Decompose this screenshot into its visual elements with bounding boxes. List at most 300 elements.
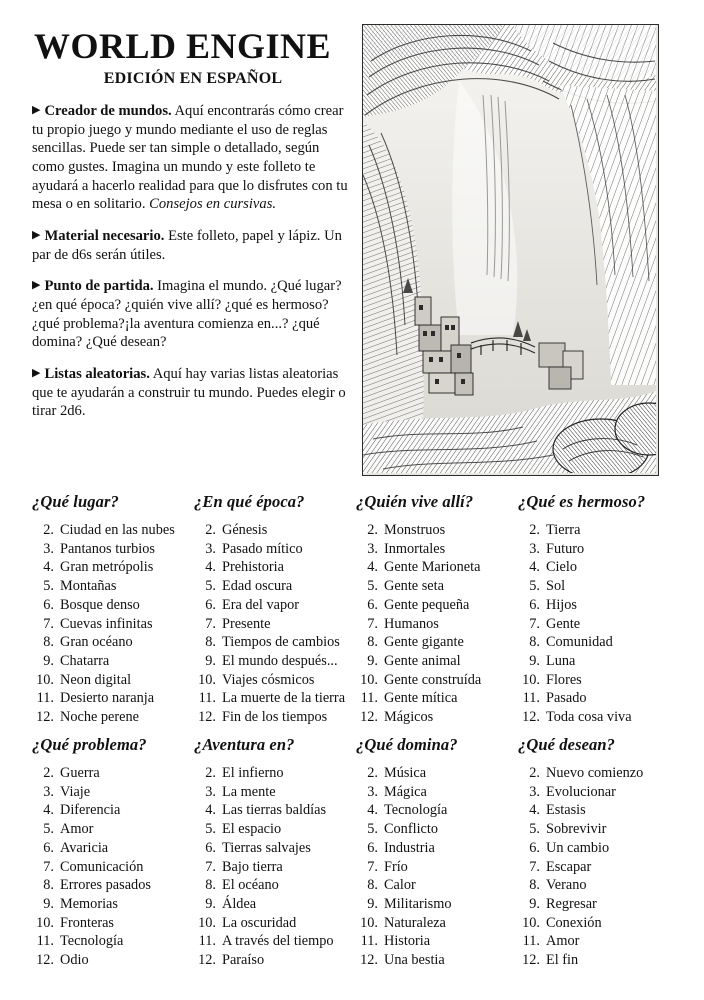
item-label: Tierras salvajes [222,839,311,856]
list-item [518,820,678,839]
table-list [32,521,192,727]
list-item [194,876,354,895]
table-en-que-epoca [194,490,354,727]
table-list [356,764,516,970]
item-label: Luna [546,653,576,670]
item-number: 2. [367,522,378,538]
item-number: 8. [205,877,216,894]
item-number: 3. [367,540,378,557]
item-number: 12. [360,709,378,726]
item-number: 4. [529,559,540,576]
item-label: Cuevas infinitas [60,615,153,632]
item-label: Guerra [60,764,100,781]
item-label: Industria [384,839,435,856]
item-number: 3. [529,783,540,800]
canyon-city-illustration [362,24,659,476]
item-number: 10. [36,671,54,688]
item-label: Montañas [60,578,117,595]
item-number: 4. [205,559,216,576]
item-number: 9. [529,895,540,912]
item-number: 4. [367,802,378,819]
item-number: 4. [43,802,54,819]
item-label: Regresar [546,895,597,912]
item-number: 8. [367,877,378,894]
list-item [356,652,516,671]
item-number: 11. [36,690,54,707]
list-item [356,596,516,615]
item-number: 11. [360,690,378,707]
item-number: 5. [367,821,378,838]
item-number: 3. [205,540,216,557]
table-list [518,764,678,970]
item-number: 3. [43,783,54,800]
item-number: 2. [529,522,540,538]
table-que-domina [356,733,516,970]
item-number: 11. [198,933,216,950]
item-label: Estasis [546,802,586,819]
item-label: Memorias [60,895,118,912]
item-number: 5. [367,578,378,595]
list-item [194,783,354,802]
item-number: 5. [529,578,540,595]
item-number: 2. [43,522,54,538]
item-label: Viajes cósmicos [222,671,315,688]
list-item [518,914,678,933]
item-label: Pasado mítico [222,540,303,557]
list-item [356,839,516,858]
item-label: Gran océano [60,634,133,651]
item-label: Gente Marioneta [384,559,481,576]
item-number: 6. [43,596,54,613]
item-label: Amor [60,821,94,838]
list-item [518,652,678,671]
list-item [356,876,516,895]
list-item [518,801,678,820]
intro-lead-3: Listas aleatorias. [44,366,150,383]
item-number: 10. [522,914,540,931]
item-label: Humanos [384,615,439,632]
item-label: Gente construída [384,671,482,688]
item-number: 9. [205,653,216,670]
item-number: 7. [529,615,540,632]
item-label: Inmortales [384,540,446,557]
list-item [356,764,516,783]
table-title: ¿Qué es hermoso? [518,492,646,511]
list-item [32,783,192,802]
item-number: 10. [36,914,54,931]
list-item [194,801,354,820]
item-number: 4. [367,559,378,576]
table-title: ¿Aventura en? [194,734,295,754]
item-label: La oscuridad [222,914,297,931]
item-number: 5. [205,821,216,838]
table-list [356,521,516,727]
item-number: 5. [205,578,216,595]
item-number: 11. [36,933,54,950]
list-item [356,671,516,690]
intro-block-0 [32,102,354,214]
intro-body-2: Imagina el mundo. ¿Qué lugar? ¿en qué época? ¿quién vive allí? ¿qué es hermoso? ¿qué problema?¡la aventura comienza en...? ¿qué domina? ¿Qué desean? [32,278,342,351]
item-number: 6. [367,839,378,856]
intro-lead-1: Material necesario. [44,228,165,245]
triangle-marker-icon: ▶ [32,279,41,292]
item-number: 2. [367,764,378,781]
item-label: Chatarra [60,653,110,670]
intro-body-1: Este folleto, papel y lápiz. Un par de d6s serán útiles. [32,228,342,263]
list-item [356,521,516,540]
item-number: 3. [529,540,540,557]
item-label: Futuro [546,540,585,557]
item-number: 2. [43,764,54,781]
item-number: 7. [367,615,378,632]
intro-italic-0: Consejos en cursivas. [149,196,277,213]
item-label: Evolucionar [546,783,616,800]
list-item [356,801,516,820]
item-number: 3. [367,783,378,800]
list-item [32,540,192,559]
list-item [518,521,678,540]
item-label: Avaricia [60,839,109,856]
item-number: 8. [529,634,540,651]
list-item [32,839,192,858]
list-item [32,820,192,839]
item-number: 10. [198,671,216,688]
table-list [194,764,354,970]
list-item [194,932,354,951]
item-number: 4. [529,802,540,819]
item-label: Gente [546,615,581,632]
item-label: Comunicación [60,858,144,875]
item-label: Mágicos [384,709,434,726]
table-que-desean [518,733,678,970]
item-number: 2. [205,522,216,538]
list-item [32,521,192,540]
list-item [32,558,192,577]
item-label: Ciudad en las nubes [60,522,175,538]
item-number: 3. [205,783,216,800]
item-label: Fin de los tiempos [222,709,328,726]
item-number: 7. [43,615,54,632]
item-number: 10. [360,671,378,688]
list-item [356,820,516,839]
item-number: 4. [43,559,54,576]
item-label: Presente [222,615,271,632]
item-number: 7. [205,858,216,875]
list-item [32,932,192,951]
list-item [32,764,192,783]
random-tables [32,490,678,970]
item-number: 5. [43,578,54,595]
list-item [356,895,516,914]
list-item [32,615,192,634]
item-label: El fin [546,952,579,969]
list-item [356,558,516,577]
item-label: Comunidad [546,634,613,651]
list-item [356,633,516,652]
item-label: Desierto naranja [60,690,155,707]
item-label: Monstruos [384,522,446,538]
item-number: 8. [205,634,216,651]
item-label: Hijos [546,596,577,613]
item-label: Odio [60,952,89,969]
list-item [194,652,354,671]
table-row-2 [32,733,678,970]
item-label: Prehistoria [222,559,284,576]
item-label: Cielo [546,559,577,576]
item-label: Gente mítica [384,690,458,707]
list-item [32,596,192,615]
list-item [32,652,192,671]
item-number: 10. [522,671,540,688]
list-item [356,577,516,596]
item-label: Gente pequeña [384,596,470,613]
intro-block-1 [32,227,354,264]
table-list [194,521,354,727]
item-number: 12. [198,709,216,726]
item-label: Bajo tierra [222,858,283,875]
item-label: Pantanos turbios [60,540,155,557]
list-item [518,876,678,895]
list-item [194,895,354,914]
item-label: Áldea [222,895,257,912]
table-title: ¿Qué lugar? [32,492,119,511]
item-label: Conexión [546,914,602,931]
list-item [32,708,192,727]
item-number: 9. [205,895,216,912]
item-number: 8. [529,877,540,894]
item-label: Música [384,764,427,781]
list-item [518,951,678,970]
item-label: Tecnología [384,802,448,819]
item-label: Pasado [546,690,587,707]
list-item [32,914,192,933]
list-item [194,858,354,877]
item-label: Conflicto [384,821,439,838]
item-number: 9. [367,653,378,670]
table-quien-vive-alli [356,490,516,727]
item-label: Tierra [546,522,581,538]
list-item [194,577,354,596]
table-title: ¿Qué domina? [356,734,458,754]
list-item [356,932,516,951]
list-item [518,577,678,596]
intro-block-2 [32,277,354,352]
list-item [518,689,678,708]
list-item [194,671,354,690]
item-label: La mente [222,783,276,800]
list-item [194,521,354,540]
triangle-marker-icon: ▶ [32,104,41,116]
list-item [518,540,678,559]
item-label: Gente seta [384,578,444,595]
item-label: Sol [546,578,566,595]
list-item [194,596,354,615]
table-title: ¿En qué época? [194,492,305,511]
list-item [194,820,354,839]
item-number: 7. [205,615,216,632]
list-item [32,577,192,596]
item-number: 9. [529,653,540,670]
item-number: 9. [43,653,54,670]
item-label: Fronteras [60,914,114,931]
list-item [518,932,678,951]
list-item [32,801,192,820]
item-label: Tecnología [60,933,124,950]
list-item [194,764,354,783]
item-label: Paraíso [222,952,265,969]
intro-lead-2: Punto de partida. [44,278,154,295]
item-label: El espacio [222,821,282,838]
item-number: 3. [43,540,54,557]
item-label: Viaje [60,783,91,800]
table-que-es-hermoso [518,490,678,727]
list-item [194,558,354,577]
item-number: 12. [360,952,378,969]
item-number: 6. [205,596,216,613]
page-subtitle: EDICIÓN EN ESPAÑOL [103,70,283,87]
item-label: Naturaleza [384,914,446,931]
list-item [518,783,678,802]
item-label: Calor [384,877,416,894]
item-label: Génesis [222,522,268,538]
table-que-lugar [32,490,192,727]
item-label: El infierno [222,764,284,781]
list-item [518,671,678,690]
item-number: 8. [367,634,378,651]
list-item [32,876,192,895]
item-number: 2. [205,764,216,781]
item-label: Flores [546,671,582,688]
item-number: 7. [529,858,540,875]
list-item [32,671,192,690]
item-number: 11. [360,933,378,950]
item-number: 12. [522,952,540,969]
item-number: 9. [367,895,378,912]
intro-block-3 [32,365,354,421]
list-item [356,914,516,933]
item-number: 8. [43,877,54,894]
list-item [356,783,516,802]
page-title: WORLD ENGINE [34,26,332,66]
item-number: 10. [360,914,378,931]
intro-body-0: Aquí encontrarás cómo crear tu propio juego y mundo mediante el uso de reglas sencillas. Puede ser tan simple o detallado, según como gustes. Imagina un mundo y este folleto te ayudará a hacerlo realidad para que lo disfrutes con tu mesa o en solitario. [32,103,348,213]
item-number: 6. [529,596,540,613]
item-number: 11. [522,690,540,707]
item-number: 11. [198,690,216,707]
list-item [356,858,516,877]
item-label: Escapar [546,858,592,875]
item-number: 7. [367,858,378,875]
table-list [32,764,192,970]
item-label: Amor [546,933,580,950]
list-item [518,764,678,783]
item-label: Bosque denso [60,596,140,613]
item-label: Una bestia [384,952,445,969]
item-number: 12. [522,709,540,726]
triangle-marker-icon: ▶ [32,229,41,242]
item-number: 6. [43,839,54,856]
table-title: ¿Qué desean? [518,734,615,754]
item-label: El mundo después... [222,653,338,670]
item-label: Historia [384,933,431,950]
item-label: Frío [384,858,408,875]
item-number: 6. [529,839,540,856]
list-item [356,540,516,559]
list-item [32,951,192,970]
list-item [32,858,192,877]
triangle-marker-icon: ▶ [32,367,41,380]
item-number: 5. [43,821,54,838]
list-item [356,708,516,727]
item-label: Gente gigante [384,634,464,651]
item-label: Tiempos de cambios [222,634,340,651]
list-item [518,858,678,877]
list-item [194,615,354,634]
item-number: 8. [43,634,54,651]
item-label: Edad oscura [222,578,293,595]
item-number: 12. [36,709,54,726]
list-item [32,689,192,708]
list-item [518,708,678,727]
item-label: Gran metrópolis [60,559,154,576]
item-label: Neon digital [60,671,132,688]
item-label: Era del vapor [222,596,300,613]
item-label: A través del tiempo [222,933,334,950]
intro-lead-0: Creador de mundos. [44,103,172,119]
list-item [194,708,354,727]
item-label: Diferencia [60,802,121,819]
item-label: Mágica [384,783,427,800]
item-label: Las tierras baldías [222,802,327,819]
item-label: Errores pasados [60,877,151,894]
item-number: 7. [43,858,54,875]
item-label: Sobrevivir [546,821,607,838]
item-number: 10. [198,914,216,931]
item-label: Noche perene [60,709,139,726]
list-item [518,895,678,914]
table-row-1 [32,490,678,727]
list-item [32,633,192,652]
list-item [194,540,354,559]
item-label: Verano [546,877,587,894]
list-item [518,596,678,615]
list-item [194,839,354,858]
item-number: 5. [529,821,540,838]
list-item [518,633,678,652]
list-item [32,895,192,914]
item-label: Toda cosa viva [546,709,632,726]
item-label: El océano [222,877,279,894]
table-que-problema [32,733,192,970]
table-title: ¿Quién vive allí? [356,492,474,511]
list-item [356,615,516,634]
item-label: Gente animal [384,653,461,670]
header-section [32,24,678,476]
table-title: ¿Qué problema? [32,734,147,754]
item-number: 6. [367,596,378,613]
list-item [518,615,678,634]
list-item [356,689,516,708]
item-number: 4. [205,802,216,819]
list-item [356,951,516,970]
list-item [194,951,354,970]
item-number: 6. [205,839,216,856]
item-number: 2. [529,764,540,781]
intro-column [32,24,362,434]
item-label: Un cambio [546,839,610,856]
item-label: Militarismo [384,895,452,912]
item-number: 9. [43,895,54,912]
